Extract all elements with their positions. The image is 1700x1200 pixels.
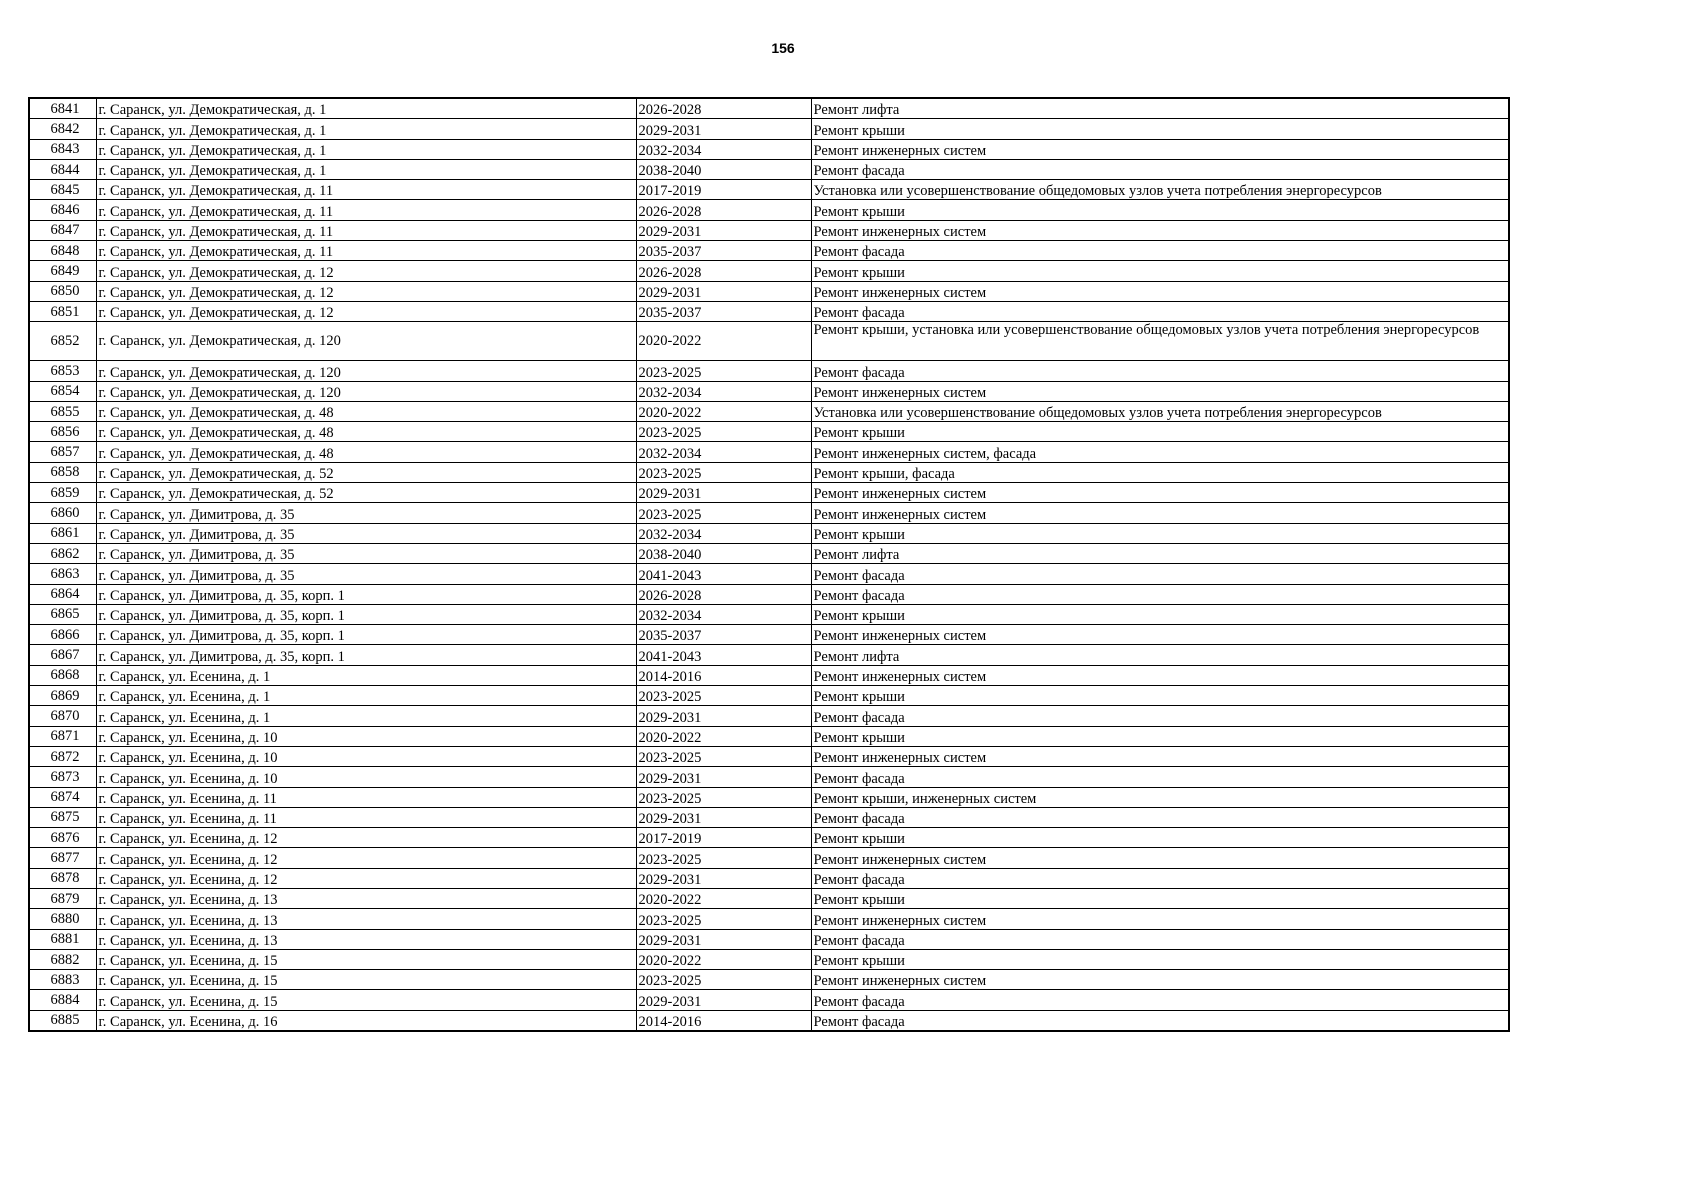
table-row xyxy=(29,139,1509,159)
work-type-cell: Ремонт фасада xyxy=(811,159,1509,179)
address-cell: г. Саранск, ул. Димитрова, д. 35, корп. 1 xyxy=(96,645,636,665)
period-cell: 2026-2028 xyxy=(636,98,811,119)
period-cell: 2026-2028 xyxy=(636,200,811,220)
row-number-cell: 6842 xyxy=(29,119,96,139)
table-row xyxy=(29,665,1509,685)
row-number-cell: 6860 xyxy=(29,503,96,523)
period-cell: 2035-2037 xyxy=(636,301,811,321)
row-number-cell: 6849 xyxy=(29,261,96,281)
row-number-cell: 6878 xyxy=(29,868,96,888)
row-number-cell: 6868 xyxy=(29,665,96,685)
work-type-cell: Ремонт инженерных систем xyxy=(811,381,1509,401)
work-type-cell: Ремонт инженерных систем xyxy=(811,970,1509,990)
address-cell: г. Саранск, ул. Димитрова, д. 35 xyxy=(96,503,636,523)
period-cell: 2029-2031 xyxy=(636,706,811,726)
row-number-cell: 6877 xyxy=(29,848,96,868)
work-type-cell: Ремонт крыши xyxy=(811,949,1509,969)
work-type-cell: Ремонт лифта xyxy=(811,543,1509,563)
table-row xyxy=(29,261,1509,281)
work-type-cell: Ремонт фасада xyxy=(811,706,1509,726)
row-number-cell: 6862 xyxy=(29,543,96,563)
table-row xyxy=(29,523,1509,543)
period-cell: 2029-2031 xyxy=(636,807,811,827)
address-cell: г. Саранск, ул. Демократическая, д. 11 xyxy=(96,220,636,240)
table-row xyxy=(29,828,1509,848)
work-type-cell: Ремонт инженерных систем xyxy=(811,281,1509,301)
table-row xyxy=(29,462,1509,482)
work-type-cell: Ремонт фасада xyxy=(811,1010,1509,1031)
row-number-cell: 6844 xyxy=(29,159,96,179)
table-row xyxy=(29,746,1509,766)
address-cell: г. Саранск, ул. Есенина, д. 1 xyxy=(96,686,636,706)
row-number-cell: 6876 xyxy=(29,828,96,848)
row-number-cell: 6848 xyxy=(29,241,96,261)
table-row xyxy=(29,422,1509,442)
period-cell: 2023-2025 xyxy=(636,361,811,381)
row-number-cell: 6853 xyxy=(29,361,96,381)
period-cell: 2035-2037 xyxy=(636,241,811,261)
work-type-cell: Ремонт крыши xyxy=(811,200,1509,220)
address-cell: г. Саранск, ул. Димитрова, д. 35, корп. 1 xyxy=(96,625,636,645)
period-cell: 2020-2022 xyxy=(636,949,811,969)
period-cell: 2023-2025 xyxy=(636,503,811,523)
table-row xyxy=(29,543,1509,563)
address-cell: г. Саранск, ул. Есенина, д. 13 xyxy=(96,888,636,908)
table-row xyxy=(29,726,1509,746)
table-row xyxy=(29,990,1509,1010)
row-number-cell: 6856 xyxy=(29,422,96,442)
address-cell: г. Саранск, ул. Демократическая, д. 12 xyxy=(96,281,636,301)
work-type-cell: Ремонт крыши xyxy=(811,422,1509,442)
period-cell: 2023-2025 xyxy=(636,909,811,929)
work-type-cell: Ремонт крыши xyxy=(811,261,1509,281)
work-type-cell: Ремонт фасада xyxy=(811,807,1509,827)
period-cell: 2014-2016 xyxy=(636,665,811,685)
address-cell: г. Саранск, ул. Есенина, д. 13 xyxy=(96,929,636,949)
address-cell: г. Саранск, ул. Есенина, д. 15 xyxy=(96,990,636,1010)
work-type-cell: Ремонт фасада xyxy=(811,929,1509,949)
work-type-cell: Ремонт фасада xyxy=(811,564,1509,584)
work-type-cell: Ремонт фасада xyxy=(811,584,1509,604)
row-number-cell: 6870 xyxy=(29,706,96,726)
table-row xyxy=(29,119,1509,139)
table-row xyxy=(29,503,1509,523)
address-cell: г. Саранск, ул. Демократическая, д. 12 xyxy=(96,261,636,281)
table-row xyxy=(29,767,1509,787)
row-number-cell: 6865 xyxy=(29,604,96,624)
address-cell: г. Саранск, ул. Димитрова, д. 35 xyxy=(96,523,636,543)
table-row xyxy=(29,868,1509,888)
work-type-cell: Ремонт крыши xyxy=(811,523,1509,543)
address-cell: г. Саранск, ул. Есенина, д. 12 xyxy=(96,868,636,888)
work-type-cell: Ремонт инженерных систем, фасада xyxy=(811,442,1509,462)
address-cell: г. Саранск, ул. Есенина, д. 15 xyxy=(96,949,636,969)
period-cell: 2026-2028 xyxy=(636,261,811,281)
address-cell: г. Саранск, ул. Димитрова, д. 35 xyxy=(96,564,636,584)
table-row xyxy=(29,949,1509,969)
row-number-cell: 6882 xyxy=(29,949,96,969)
address-cell: г. Саранск, ул. Есенина, д. 1 xyxy=(96,665,636,685)
row-number-cell: 6871 xyxy=(29,726,96,746)
work-type-cell: Ремонт инженерных систем xyxy=(811,503,1509,523)
address-cell: г. Саранск, ул. Есенина, д. 11 xyxy=(96,807,636,827)
address-cell: г. Саранск, ул. Демократическая, д. 120 xyxy=(96,322,636,361)
address-cell: г. Саранск, ул. Есенина, д. 10 xyxy=(96,746,636,766)
address-cell: г. Саранск, ул. Димитрова, д. 35, корп. 1 xyxy=(96,604,636,624)
period-cell: 2023-2025 xyxy=(636,422,811,442)
table-row xyxy=(29,970,1509,990)
period-cell: 2026-2028 xyxy=(636,584,811,604)
address-cell: г. Саранск, ул. Демократическая, д. 120 xyxy=(96,361,636,381)
work-type-cell: Ремонт фасада xyxy=(811,241,1509,261)
work-type-cell: Ремонт фасада xyxy=(811,361,1509,381)
row-number-cell: 6841 xyxy=(29,98,96,119)
row-number-cell: 6855 xyxy=(29,401,96,421)
table-row xyxy=(29,706,1509,726)
period-cell: 2029-2031 xyxy=(636,929,811,949)
work-type-cell: Ремонт инженерных систем xyxy=(811,746,1509,766)
row-number-cell: 6857 xyxy=(29,442,96,462)
table-row xyxy=(29,929,1509,949)
table-row xyxy=(29,401,1509,421)
period-cell: 2023-2025 xyxy=(636,848,811,868)
period-cell: 2020-2022 xyxy=(636,888,811,908)
address-cell: г. Саранск, ул. Демократическая, д. 11 xyxy=(96,180,636,200)
address-cell: г. Саранск, ул. Демократическая, д. 48 xyxy=(96,401,636,421)
period-cell: 2020-2022 xyxy=(636,322,811,361)
table-row xyxy=(29,381,1509,401)
table-row xyxy=(29,241,1509,261)
work-type-cell: Ремонт инженерных систем xyxy=(811,665,1509,685)
period-cell: 2017-2019 xyxy=(636,828,811,848)
table-row xyxy=(29,888,1509,908)
work-type-cell: Ремонт фасада xyxy=(811,301,1509,321)
repair-schedule-table xyxy=(28,97,1510,1032)
period-cell: 2017-2019 xyxy=(636,180,811,200)
address-cell: г. Саранск, ул. Демократическая, д. 120 xyxy=(96,381,636,401)
work-type-cell: Ремонт инженерных систем xyxy=(811,139,1509,159)
table-row xyxy=(29,807,1509,827)
work-type-cell: Ремонт инженерных систем xyxy=(811,848,1509,868)
work-type-cell: Ремонт крыши xyxy=(811,686,1509,706)
period-cell: 2029-2031 xyxy=(636,119,811,139)
table-row xyxy=(29,159,1509,179)
address-cell: г. Саранск, ул. Есенина, д. 10 xyxy=(96,767,636,787)
row-number-cell: 6854 xyxy=(29,381,96,401)
address-cell: г. Саранск, ул. Есенина, д. 13 xyxy=(96,909,636,929)
page-number: 156 xyxy=(771,40,795,56)
table-row xyxy=(29,361,1509,381)
work-type-cell: Ремонт крыши xyxy=(811,828,1509,848)
address-cell: г. Саранск, ул. Демократическая, д. 52 xyxy=(96,483,636,503)
work-type-cell: Ремонт крыши xyxy=(811,604,1509,624)
row-number-cell: 6879 xyxy=(29,888,96,908)
address-cell: г. Саранск, ул. Демократическая, д. 11 xyxy=(96,200,636,220)
period-cell: 2032-2034 xyxy=(636,523,811,543)
row-number-cell: 6872 xyxy=(29,746,96,766)
row-number-cell: 6867 xyxy=(29,645,96,665)
address-cell: г. Саранск, ул. Есенина, д. 15 xyxy=(96,970,636,990)
work-type-cell: Ремонт крыши xyxy=(811,119,1509,139)
work-type-cell: Установка или усовершенствование общедомовых узлов учета потребления энергоресурсов xyxy=(811,180,1509,200)
table-row xyxy=(29,180,1509,200)
period-cell: 2038-2040 xyxy=(636,159,811,179)
work-type-cell: Ремонт лифта xyxy=(811,645,1509,665)
address-cell: г. Саранск, ул. Демократическая, д. 1 xyxy=(96,159,636,179)
period-cell: 2029-2031 xyxy=(636,220,811,240)
table-row xyxy=(29,604,1509,624)
work-type-cell: Ремонт инженерных систем xyxy=(811,909,1509,929)
table-row xyxy=(29,686,1509,706)
row-number-cell: 6863 xyxy=(29,564,96,584)
table-row xyxy=(29,200,1509,220)
table-row xyxy=(29,442,1509,462)
period-cell: 2023-2025 xyxy=(636,746,811,766)
period-cell: 2032-2034 xyxy=(636,381,811,401)
row-number-cell: 6880 xyxy=(29,909,96,929)
row-number-cell: 6847 xyxy=(29,220,96,240)
period-cell: 2035-2037 xyxy=(636,625,811,645)
period-cell: 2023-2025 xyxy=(636,462,811,482)
row-number-cell: 6851 xyxy=(29,301,96,321)
period-cell: 2041-2043 xyxy=(636,564,811,584)
work-type-cell: Ремонт лифта xyxy=(811,98,1509,119)
table-row xyxy=(29,220,1509,240)
table-row xyxy=(29,98,1509,119)
period-cell: 2023-2025 xyxy=(636,787,811,807)
period-cell: 2020-2022 xyxy=(636,726,811,746)
address-cell: г. Саранск, ул. Есенина, д. 10 xyxy=(96,726,636,746)
table-row xyxy=(29,301,1509,321)
address-cell: г. Саранск, ул. Демократическая, д. 11 xyxy=(96,241,636,261)
row-number-cell: 6884 xyxy=(29,990,96,1010)
period-cell: 2020-2022 xyxy=(636,401,811,421)
work-type-cell: Ремонт фасада xyxy=(811,868,1509,888)
work-type-cell: Ремонт инженерных систем xyxy=(811,220,1509,240)
address-cell: г. Саранск, ул. Демократическая, д. 48 xyxy=(96,422,636,442)
row-number-cell: 6874 xyxy=(29,787,96,807)
address-cell: г. Саранск, ул. Демократическая, д. 12 xyxy=(96,301,636,321)
table-row xyxy=(29,322,1509,361)
work-type-cell: Ремонт крыши xyxy=(811,888,1509,908)
address-cell: г. Саранск, ул. Есенина, д. 12 xyxy=(96,828,636,848)
row-number-cell: 6845 xyxy=(29,180,96,200)
row-number-cell: 6885 xyxy=(29,1010,96,1031)
table-row xyxy=(29,787,1509,807)
period-cell: 2032-2034 xyxy=(636,604,811,624)
period-cell: 2023-2025 xyxy=(636,686,811,706)
row-number-cell: 6875 xyxy=(29,807,96,827)
work-type-cell: Ремонт крыши, инженерных систем xyxy=(811,787,1509,807)
work-type-cell: Ремонт инженерных систем xyxy=(811,483,1509,503)
row-number-cell: 6883 xyxy=(29,970,96,990)
table-body xyxy=(29,98,1509,1031)
work-type-cell: Ремонт крыши xyxy=(811,726,1509,746)
address-cell: г. Саранск, ул. Демократическая, д. 1 xyxy=(96,119,636,139)
period-cell: 2038-2040 xyxy=(636,543,811,563)
period-cell: 2029-2031 xyxy=(636,990,811,1010)
address-cell: г. Саранск, ул. Димитрова, д. 35 xyxy=(96,543,636,563)
period-cell: 2032-2034 xyxy=(636,442,811,462)
table-row xyxy=(29,848,1509,868)
work-type-cell: Ремонт фасада xyxy=(811,767,1509,787)
row-number-cell: 6846 xyxy=(29,200,96,220)
table-row xyxy=(29,584,1509,604)
period-cell: 2029-2031 xyxy=(636,767,811,787)
period-cell: 2029-2031 xyxy=(636,868,811,888)
period-cell: 2023-2025 xyxy=(636,970,811,990)
address-cell: г. Саранск, ул. Есенина, д. 16 xyxy=(96,1010,636,1031)
address-cell: г. Саранск, ул. Демократическая, д. 48 xyxy=(96,442,636,462)
table-row xyxy=(29,1010,1509,1031)
work-type-cell: Ремонт крыши, фасада xyxy=(811,462,1509,482)
work-type-cell: Ремонт крыши, установка или усовершенствование общедомовых узлов учета потребления энергоресурсов xyxy=(811,322,1509,361)
address-cell: г. Саранск, ул. Демократическая, д. 1 xyxy=(96,98,636,119)
address-cell: г. Саранск, ул. Демократическая, д. 1 xyxy=(96,139,636,159)
row-number-cell: 6843 xyxy=(29,139,96,159)
row-number-cell: 6852 xyxy=(29,322,96,361)
row-number-cell: 6869 xyxy=(29,686,96,706)
period-cell: 2041-2043 xyxy=(636,645,811,665)
period-cell: 2029-2031 xyxy=(636,483,811,503)
row-number-cell: 6866 xyxy=(29,625,96,645)
address-cell: г. Саранск, ул. Есенина, д. 12 xyxy=(96,848,636,868)
address-cell: г. Саранск, ул. Есенина, д. 1 xyxy=(96,706,636,726)
table-row xyxy=(29,909,1509,929)
work-type-cell: Ремонт фасада xyxy=(811,990,1509,1010)
row-number-cell: 6881 xyxy=(29,929,96,949)
period-cell: 2032-2034 xyxy=(636,139,811,159)
table-row xyxy=(29,645,1509,665)
address-cell: г. Саранск, ул. Димитрова, д. 35, корп. 1 xyxy=(96,584,636,604)
table-row xyxy=(29,281,1509,301)
address-cell: г. Саранск, ул. Демократическая, д. 52 xyxy=(96,462,636,482)
row-number-cell: 6859 xyxy=(29,483,96,503)
row-number-cell: 6858 xyxy=(29,462,96,482)
period-cell: 2029-2031 xyxy=(636,281,811,301)
address-cell: г. Саранск, ул. Есенина, д. 11 xyxy=(96,787,636,807)
row-number-cell: 6861 xyxy=(29,523,96,543)
period-cell: 2014-2016 xyxy=(636,1010,811,1031)
table-row xyxy=(29,564,1509,584)
work-type-cell: Установка или усовершенствование общедомовых узлов учета потребления энергоресурсов xyxy=(811,401,1509,421)
row-number-cell: 6864 xyxy=(29,584,96,604)
work-type-cell: Ремонт инженерных систем xyxy=(811,625,1509,645)
table-row xyxy=(29,625,1509,645)
row-number-cell: 6873 xyxy=(29,767,96,787)
table-row xyxy=(29,483,1509,503)
row-number-cell: 6850 xyxy=(29,281,96,301)
